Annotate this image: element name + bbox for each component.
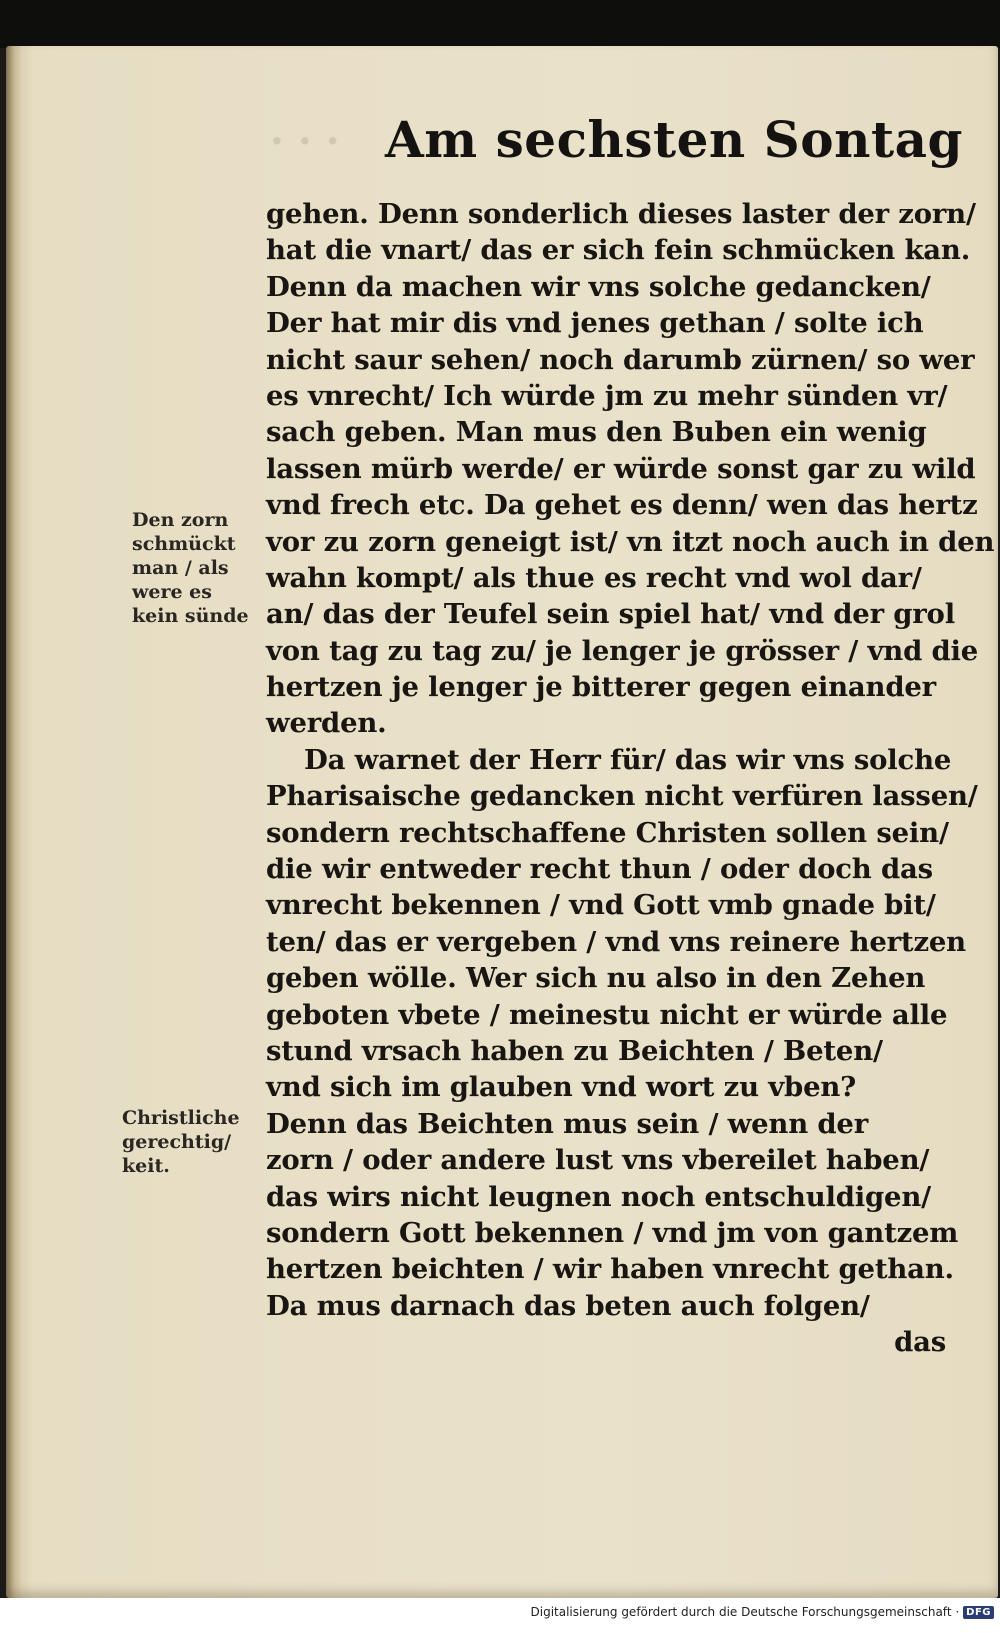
text-line: geben wölle. Wer sich nu also in den Zehen — [266, 962, 926, 995]
running-head: Am sechsten Sontag — [385, 110, 963, 169]
text-line: sach geben. Man mus den Buben ein wenig — [266, 416, 927, 449]
text-line: an/ das der Teufel sein spiel hat/ vnd der grol — [266, 598, 955, 631]
text-line: vor zu zorn geneigt ist/ vn itzt noch auch in den — [266, 525, 995, 558]
text-line: das wirs nicht leugnen noch entschuldigen/ — [266, 1180, 931, 1213]
main-text-block — [266, 196, 995, 1361]
text-line: zorn / oder andere lust vns vbereilet haben/ — [266, 1144, 930, 1177]
marginal-note-line: kein sünde — [132, 605, 249, 627]
text-line: Da mus darnach das beten auch folgen/ — [266, 1289, 870, 1322]
marginal-note-line: schmückt — [132, 533, 236, 555]
dfg-logo: DFG — [963, 1606, 994, 1619]
text-line: nicht saur sehen/ noch darumb zürnen/ so wer — [266, 343, 975, 376]
text-line: vnd frech etc. Da gehet es denn/ wen das hertz — [266, 489, 978, 522]
text-line: vnrecht bekennen / vnd Gott vmb gnade bit/ — [266, 889, 936, 922]
marginal-note-righteousness — [122, 1106, 240, 1178]
text-line: Denn das Beichten mus sein / wenn der — [266, 1107, 869, 1140]
text-line: gehen. Denn sonderlich dieses laster der zorn/ — [266, 198, 976, 230]
text-line: sondern Gott bekennen / vnd jm von gantzem — [266, 1216, 959, 1249]
digitization-credit — [531, 1605, 994, 1619]
show-through-text: · · · — [270, 118, 340, 165]
marginal-note-line: Christliche — [122, 1107, 240, 1129]
marginal-note-line: Den zorn — [132, 509, 229, 531]
text-line: wahn kompt/ als thue es recht vnd wol dar/ — [266, 561, 922, 594]
text-line: hertzen beichten / wir haben vnrecht gethan. — [266, 1253, 954, 1286]
marginal-note-line: man / als — [132, 557, 229, 579]
text-line: lassen mürb werde/ er würde sonst gar zu wild — [266, 452, 976, 485]
text-line: stund vrsach haben zu Beichten / Beten/ — [266, 1034, 883, 1067]
marginal-note-line: were es — [132, 581, 212, 603]
scanner-background-top — [0, 0, 1000, 48]
marginal-note-line: keit. — [122, 1155, 170, 1177]
credit-text: Digitalisierung gefördert durch die Deutsche Forschungsgemeinschaft · — [530, 1605, 960, 1619]
text-line: werden. — [266, 707, 387, 740]
text-line: die wir entweder recht thun / oder doch das — [266, 853, 933, 886]
marginal-note-anger — [132, 508, 249, 628]
text-line: Der hat mir dis vnd jenes gethan / solte ich — [266, 307, 924, 340]
text-line: sondern rechtschaffene Christen sollen sein/ — [266, 816, 949, 849]
catchword: das — [894, 1326, 946, 1359]
text-line: ten/ das er vergeben / vnd vns reinere hertzen — [266, 925, 966, 958]
text-line: Pharisaische gedancken nicht verfüren lassen/ — [266, 780, 978, 813]
text-line: vnd sich im glauben vnd wort zu vben? — [266, 1071, 857, 1104]
text-line: Denn da machen wir vns solche gedancken/ — [266, 270, 931, 303]
text-line: es vnrecht/ Ich würde jm zu mehr sünden vr/ — [266, 379, 948, 412]
text-line: Da warnet der Herr für/ das wir vns solche — [304, 743, 952, 776]
text-line: von tag zu tag zu/ je lenger je grösser / vnd die — [266, 634, 979, 667]
marginal-note-line: gerechtig/ — [122, 1131, 232, 1153]
text-line: hertzen je lenger je bitterer gegen einander — [266, 671, 936, 704]
text-line: geboten vbete / meinestu nicht er würde alle — [266, 998, 948, 1031]
text-line: hat die vnart/ das er sich fein schmücken kan. — [266, 234, 971, 267]
